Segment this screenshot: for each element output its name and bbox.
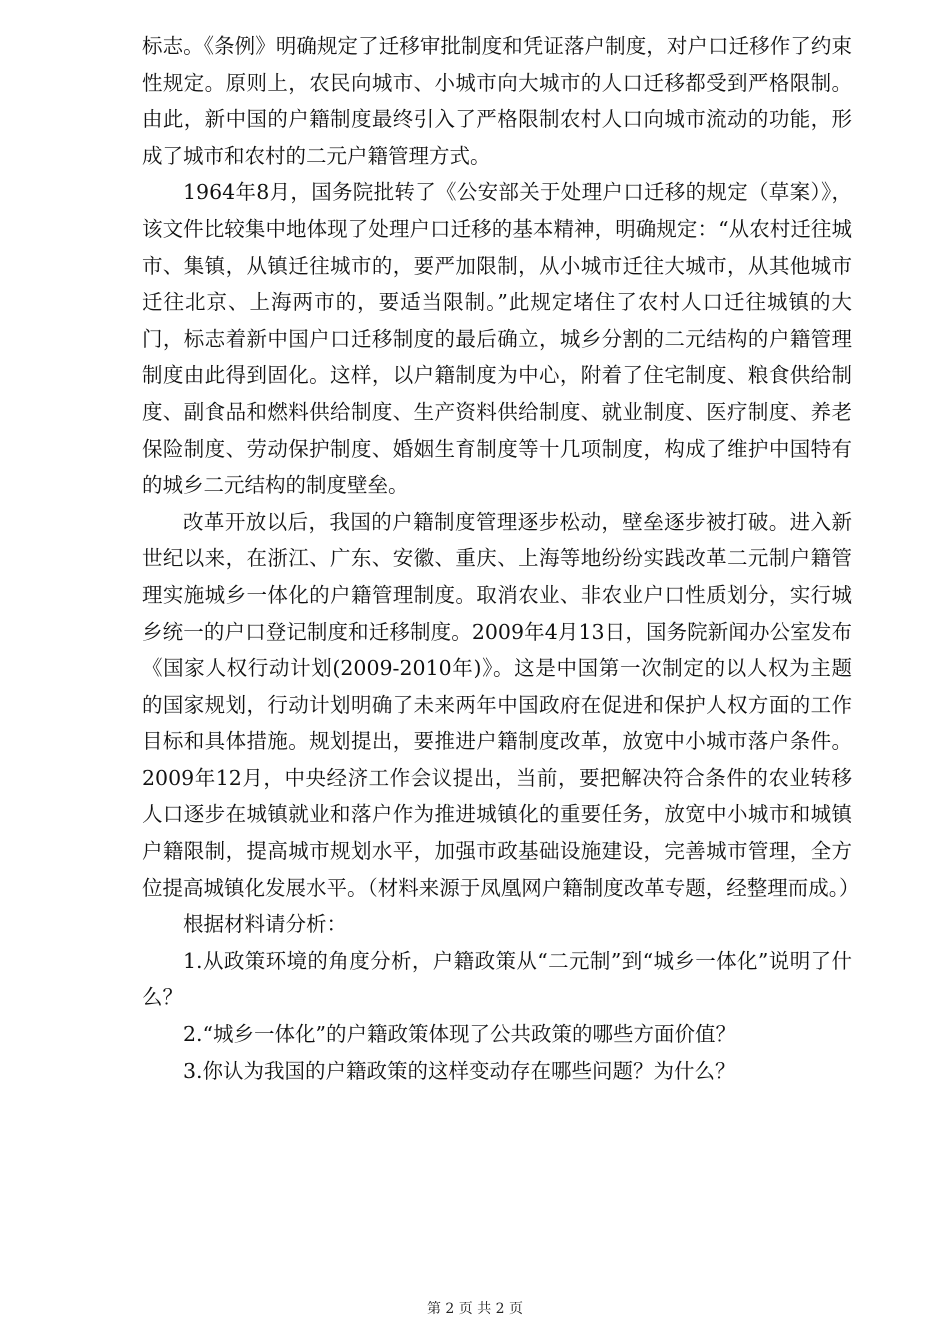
question-1: 1.从政策环境的角度分析，户籍政策从“二元制”到“城乡一体化”说明了什么？ [142,948,852,1010]
document-body [142,28,860,1089]
paragraph-2: 1964年8月，国务院批转了《公安部关于处理户口迁移的规定（草案）》，该文件比较集中地体现了处理户口迁移的基本精神，明确规定：“从农村迁往城市、集镇，从镇迁往城市的，要严加限制，从小城市迁往大城市，从其他城市迁往北京、上海两市的，要适当限制。”此规定堵住了农村人口迁往城镇的大门，标志着新中国户口迁移制度的最后确立，城乡分割的二元结构的户籍管理制度由此得到固化。这样，以户籍制度为中心，附着了住宅制度、粮食供给制度、副食品和燃料供给制度、生产资料供给制度、就业制度、医疗制度、养老保险制度、劳动保护制度、婚姻生育制度等十几项制度，构成了维护中国特有的城乡二元结构的制度壁垒。 [142,180,852,498]
question-3: 3.你认为我国的户籍政策的这样变动存在哪些问题？为什么？ [183,1058,736,1083]
paragraph-3: 改革开放以后，我国的户籍制度管理逐步松动，壁垒逐步被打破。进入新世纪以来，在浙江、广东、安徽、重庆、上海等地纷纷实践改革二元制户籍管理实施城乡一体化的户籍管理制度。取消农业、非农业户口性质划分，实行城乡统一的户口登记制度和迁移制度。2009年4月13日，国务院新闻办公室发布《国家人权行动计划(2009-2010年)》。这是中国第一次制定的以人权为主题的国家规划，行动计划明确了未来两年中国政府在促进和保护人权方面的工作目标和具体措施。规划提出，要推进户籍制度改革，放宽中小城市落户条件。2009年12月，中央经济工作会议提出，当前，要把解决符合条件的农业转移人口逐步在城镇就业和落户作为推进城镇化的重要任务，放宽中小城市和城镇户籍限制，提高城市规划水平，加强市政基础设施建设，完善城市管理，全方位提高城镇化发展水平。（材料来源于凤凰网户籍制度改革专题，经整理而成。） [142,509,860,900]
question-2: 2.“城乡一体化”的户籍政策体现了公共政策的哪些方面价值？ [183,1022,737,1047]
paragraph-1: 标志。《条例》明确规定了迁移审批制度和凭证落户制度，对户口迁移作了约束性规定。原则上，农民向城市、小城市向大城市的人口迁移都受到严格限制。由此，新中国的户籍制度最终引入了严格限制农村人口向城市流动的功能，形成了城市和农村的二元户籍管理方式。 [142,34,852,168]
page-footer: 第 2 页 共 2 页 [426,1301,524,1317]
question-intro: 根据材料请分析： [183,912,347,937]
